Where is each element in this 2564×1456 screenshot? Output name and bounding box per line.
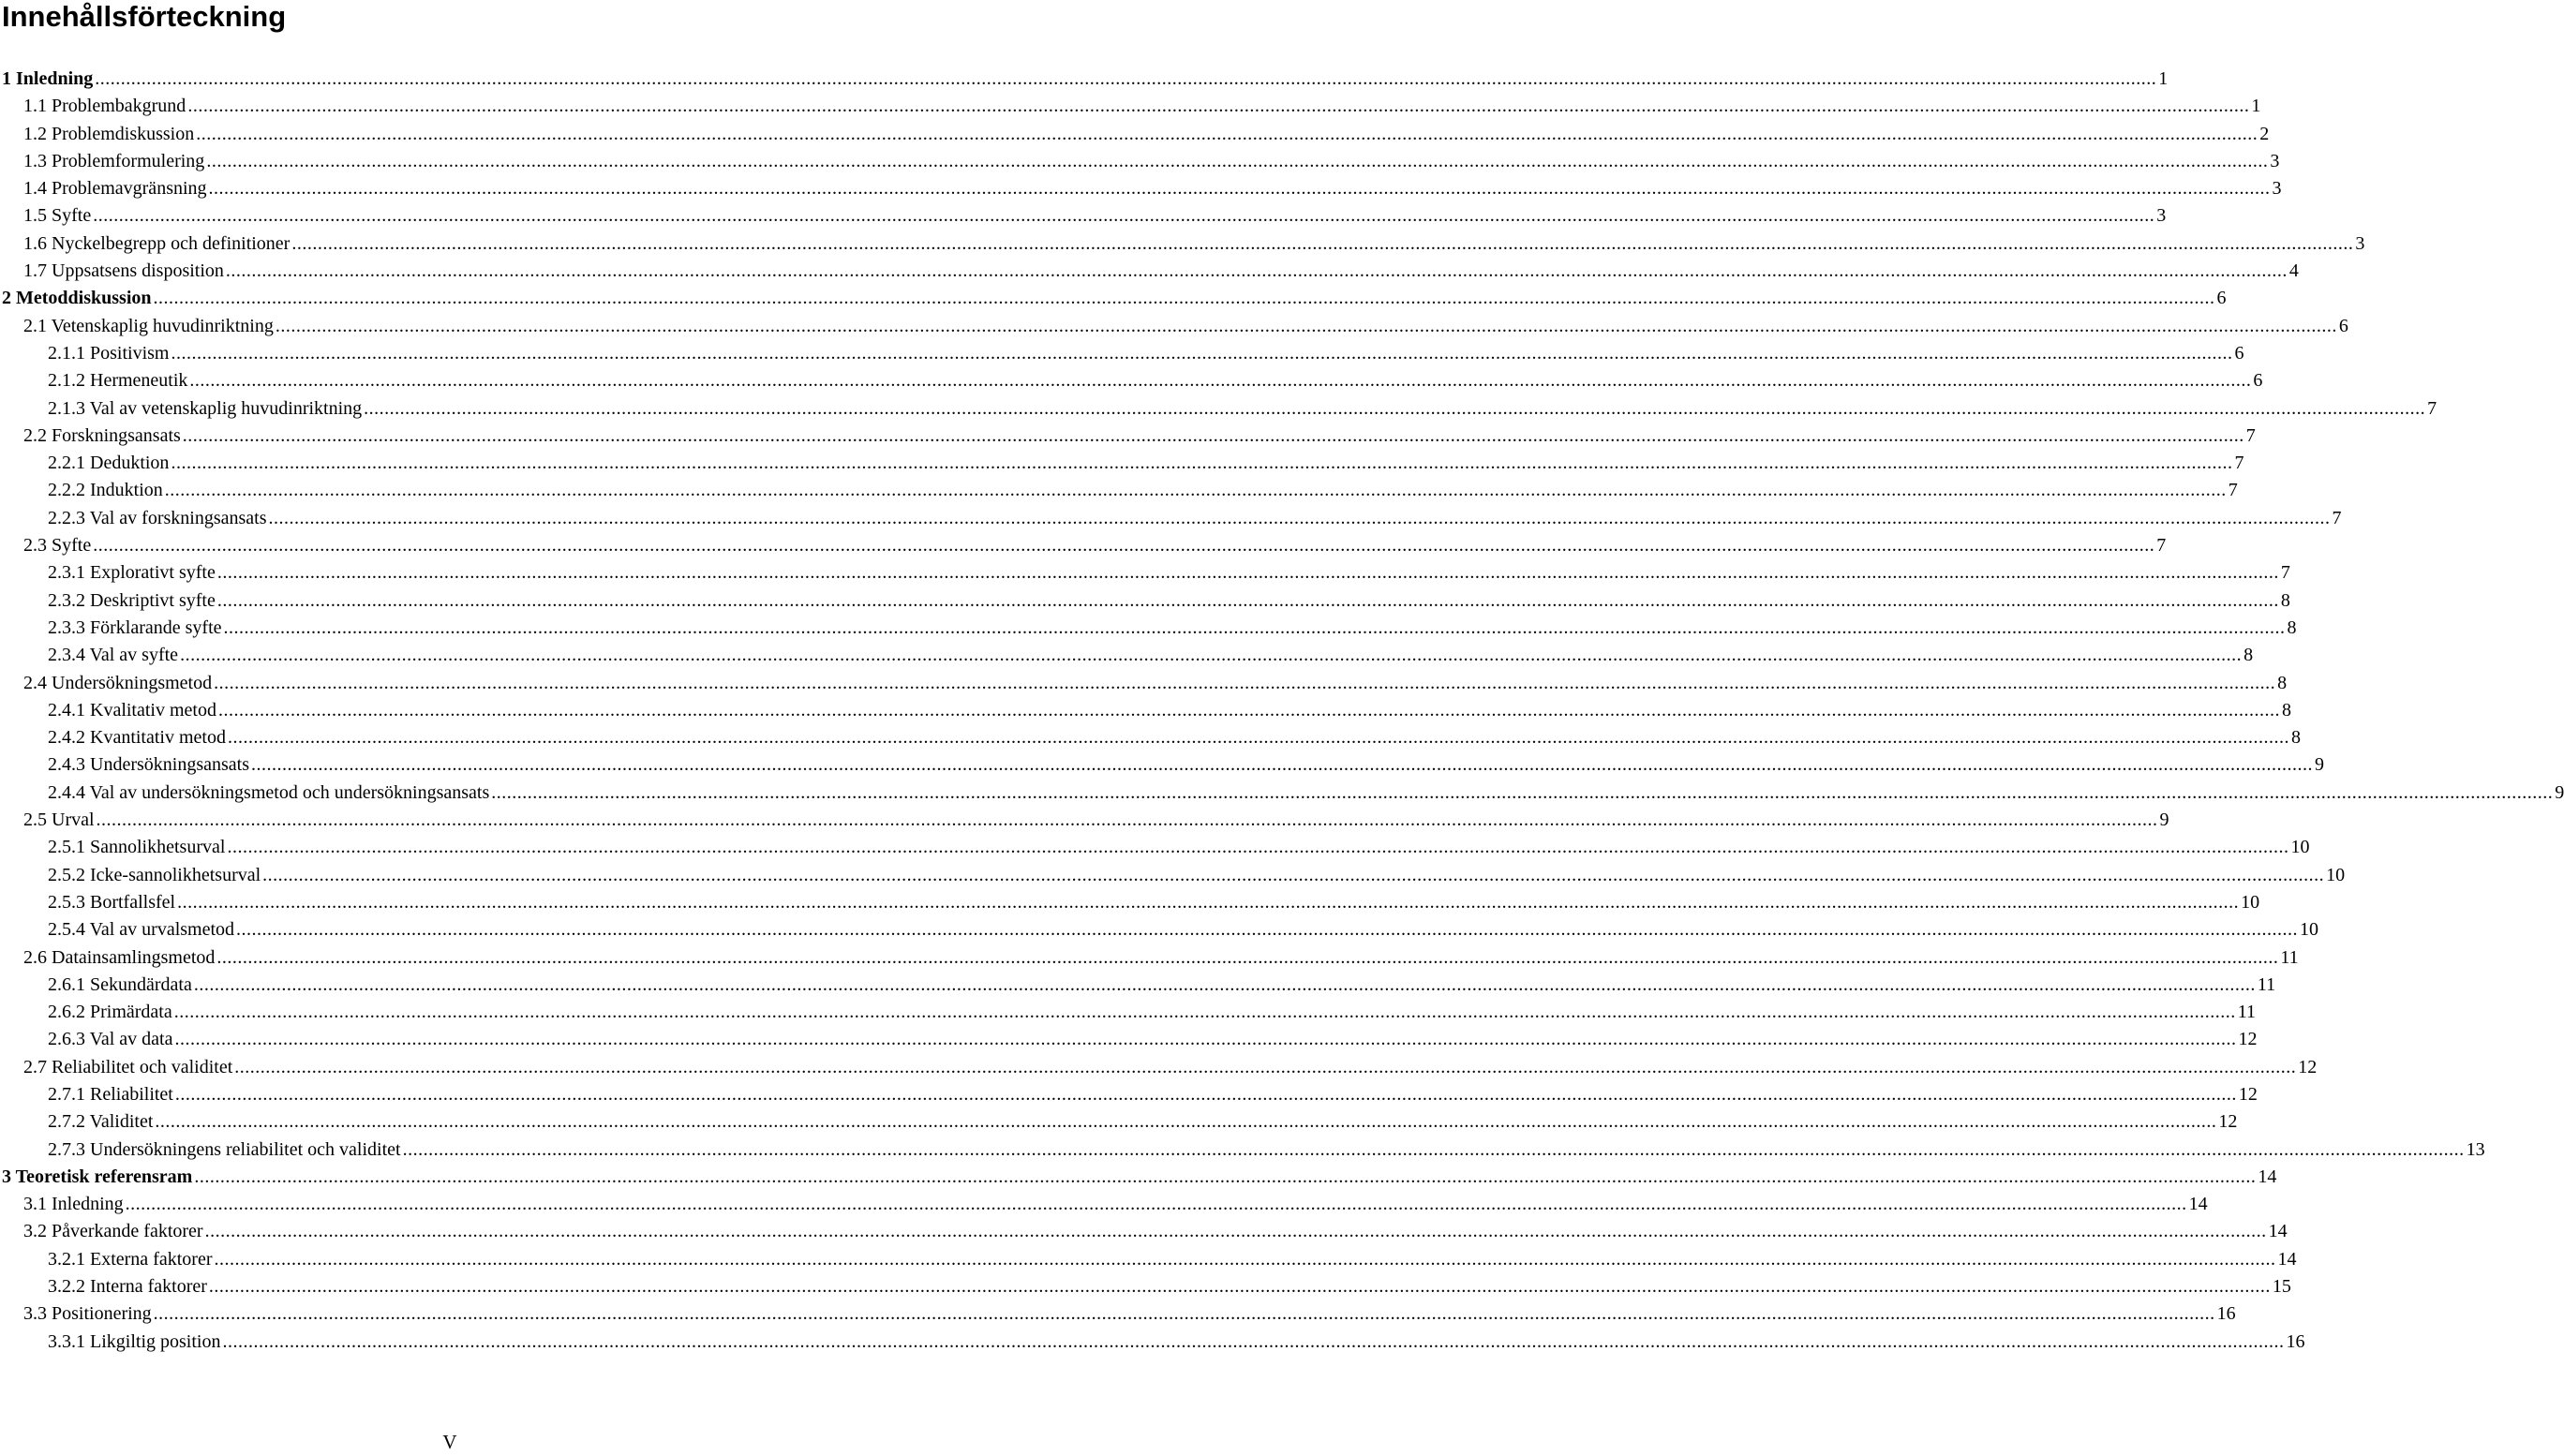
- toc-entry-page: 11: [2257, 973, 2276, 995]
- toc-entry-label: 2.3 Syfte: [23, 535, 92, 557]
- dot-leader: ................................................................................................................................................................................................................................................................................................................................................................................................................: [174, 1083, 2237, 1105]
- toc-entry[interactable]: [0, 1218, 2288, 1245]
- toc-entry-page: 15: [2272, 1276, 2291, 1298]
- dot-leader: ................................................................................................................................................................................................................................................................................................................................................................................................................: [234, 1056, 2297, 1077]
- toc-entry[interactable]: [0, 1300, 2236, 1328]
- toc-entry[interactable]: [0, 862, 2346, 889]
- toc-entry-page: 6: [2216, 288, 2227, 309]
- dot-leader: ................................................................................................................................................................................................................................................................................................................................................................................................................: [189, 370, 2252, 392]
- dot-leader: ................................................................................................................................................................................................................................................................................................................................................................................................................: [216, 946, 2279, 968]
- toc-entry[interactable]: [0, 1026, 2258, 1053]
- toc-entry[interactable]: [0, 916, 2319, 943]
- toc-entry-page: 14: [2268, 1221, 2288, 1242]
- toc-entry-label: 2.3.2 Deskriptivt syfte: [48, 589, 216, 611]
- toc-entry-label: 2.1 Vetenskaplig huvudinriktning: [23, 315, 274, 336]
- toc-entry[interactable]: [0, 477, 2238, 504]
- toc-entry-page: 14: [2258, 1166, 2277, 1187]
- toc-entry-label: 3 Teoretisk referensram: [2, 1166, 193, 1187]
- dot-leader: ................................................................................................................................................................................................................................................................................................................................................................................................................: [193, 973, 2256, 995]
- dot-leader: ................................................................................................................................................................................................................................................................................................................................................................................................................: [402, 1138, 2465, 1160]
- toc-entry[interactable]: [0, 780, 2564, 807]
- toc-entry[interactable]: [0, 1329, 2305, 1356]
- toc-entry-page: 4: [2288, 260, 2299, 282]
- toc-entry-label: 1.4 Problemavgränsning: [23, 178, 207, 200]
- toc-entry[interactable]: [0, 751, 2324, 779]
- toc-entry-page: 10: [2241, 891, 2260, 913]
- toc-entry-page: 9: [2555, 781, 2564, 803]
- toc-entry[interactable]: [0, 285, 2227, 312]
- toc-entry-label: 3.2 Påverkande faktorer: [23, 1221, 203, 1242]
- dot-leader: ................................................................................................................................................................................................................................................................................................................................................................................................................: [93, 205, 2155, 227]
- toc-entry-page: 2: [2259, 123, 2270, 144]
- dot-leader: ................................................................................................................................................................................................................................................................................................................................................................................................................: [96, 810, 2158, 831]
- dot-leader: ................................................................................................................................................................................................................................................................................................................................................................................................................: [174, 1029, 2237, 1050]
- dot-leader: ................................................................................................................................................................................................................................................................................................................................................................................................................: [275, 315, 2337, 336]
- toc-entry-label: 2.1.1 Positivism: [48, 342, 170, 364]
- dot-leader: ................................................................................................................................................................................................................................................................................................................................................................................................................: [216, 562, 2279, 584]
- dot-leader: ................................................................................................................................................................................................................................................................................................................................................................................................................: [491, 781, 2554, 803]
- toc-entry[interactable]: [0, 1081, 2258, 1108]
- toc-entry[interactable]: [0, 944, 2299, 972]
- toc-entry-label: 2.7.3 Undersökningens reliabilitet och validitet: [48, 1138, 401, 1160]
- toc-entry[interactable]: [0, 66, 2169, 93]
- toc-entry[interactable]: [0, 202, 2167, 230]
- toc-entry[interactable]: [0, 999, 2257, 1026]
- toc-entry-page: 12: [2238, 1029, 2258, 1050]
- toc-entry-page: 6: [2234, 342, 2244, 364]
- toc-entry-label: 1.7 Uppsatsens disposition: [23, 260, 224, 282]
- toc-entry-page: 13: [2466, 1138, 2485, 1160]
- dot-leader: ................................................................................................................................................................................................................................................................................................................................................................................................................: [95, 68, 2157, 89]
- toc-entry-label: 2.7 Reliabilitet och validitet: [23, 1056, 233, 1077]
- dot-leader: ................................................................................................................................................................................................................................................................................................................................................................................................................: [171, 453, 2233, 474]
- dot-leader: ................................................................................................................................................................................................................................................................................................................................................................................................................: [208, 1276, 2271, 1298]
- toc-entry-page: 8: [2280, 589, 2290, 611]
- toc-entry[interactable]: [0, 1246, 2297, 1273]
- toc-entry-page: 8: [2287, 617, 2297, 638]
- toc-entry-label: 2.5.1 Sannolikhetsurval: [48, 837, 226, 858]
- toc-entry-page: 6: [2338, 315, 2348, 336]
- toc-entry-page: 12: [2298, 1056, 2318, 1077]
- dot-leader: ................................................................................................................................................................................................................................................................................................................................................................................................................: [223, 617, 2286, 638]
- toc-entry-label: 2.5.3 Bortfallsfel: [48, 891, 176, 913]
- toc-entry-label: 2.4.1 Kvalitativ metod: [48, 699, 216, 721]
- dot-leader: ................................................................................................................................................................................................................................................................................................................................................................................................................: [196, 123, 2258, 144]
- toc-entry-label: 2.2.2 Induktion: [48, 480, 163, 501]
- toc-entry-label: 3.2.1 Externa faktorer: [48, 1248, 213, 1270]
- toc-entry-label: 1.1 Problembakgrund: [23, 96, 186, 117]
- toc-entry-label: 2.5 Urval: [23, 810, 95, 831]
- toc-entry[interactable]: [0, 972, 2276, 999]
- toc-entry-label: 2.4 Undersökningsmetod: [23, 672, 213, 693]
- toc-entry-label: 1.3 Problemformulering: [23, 150, 205, 171]
- toc-entry[interactable]: [0, 121, 2270, 148]
- toc-entry-label: 2.1.3 Val av vetenskaplig huvudinriktning: [48, 397, 363, 419]
- dot-leader: ................................................................................................................................................................................................................................................................................................................................................................................................................: [155, 1111, 2217, 1133]
- toc-entry-page: 10: [2300, 919, 2319, 941]
- dot-leader: ................................................................................................................................................................................................................................................................................................................................................................................................................: [225, 260, 2288, 282]
- toc-entry-page: 7: [2280, 562, 2290, 584]
- toc-entry-label: 2.2.1 Deduktion: [48, 453, 170, 474]
- dot-leader: ................................................................................................................................................................................................................................................................................................................................................................................................................: [173, 1002, 2236, 1023]
- toc-entry[interactable]: [0, 889, 2260, 916]
- toc-entry-page: 11: [2237, 1002, 2257, 1023]
- toc-entry[interactable]: [0, 642, 2254, 669]
- page-number: V: [442, 1431, 457, 1453]
- dot-leader: ................................................................................................................................................................................................................................................................................................................................................................................................................: [262, 864, 2325, 885]
- dot-leader: ................................................................................................................................................................................................................................................................................................................................................................................................................: [214, 672, 2276, 693]
- toc-entry-page: 8: [2277, 672, 2288, 693]
- toc-entry-page: 3: [2156, 205, 2167, 227]
- toc-entry-label: 2.2.3 Val av forskningsansats: [48, 507, 267, 528]
- toc-entry-page: 3: [2272, 178, 2282, 200]
- dot-leader: ................................................................................................................................................................................................................................................................................................................................................................................................................: [93, 535, 2155, 557]
- toc-entry-label: 2 Metoddiskussion: [2, 288, 152, 309]
- toc-entry-page: 12: [2218, 1111, 2238, 1133]
- toc-entry[interactable]: [0, 395, 2437, 423]
- toc-entry-label: 2.3.1 Explorativt syfte: [48, 562, 216, 584]
- toc-entry[interactable]: [0, 230, 2365, 258]
- toc-entry-page: 16: [2286, 1330, 2305, 1352]
- toc-entry-label: 2.7.1 Reliabilitet: [48, 1083, 173, 1105]
- toc-entry-page: 14: [2277, 1248, 2297, 1270]
- dot-leader: ................................................................................................................................................................................................................................................................................................................................................................................................................: [153, 288, 2215, 309]
- dot-leader: ................................................................................................................................................................................................................................................................................................................................................................................................................: [364, 397, 2426, 419]
- toc-entry-label: 2.5.4 Val av urvalsmetod: [48, 919, 235, 941]
- dot-leader: ................................................................................................................................................................................................................................................................................................................................................................................................................: [222, 1330, 2285, 1352]
- toc-entry-label: 3.2.2 Interna faktorer: [48, 1276, 207, 1298]
- toc-entry[interactable]: [0, 834, 2310, 861]
- toc-entry-label: 1.5 Syfte: [23, 205, 92, 227]
- toc-entry-label: 2.4.2 Kvantitativ metod: [48, 727, 226, 749]
- toc-entry[interactable]: [0, 175, 2282, 202]
- toc-entry-label: 2.4.3 Undersökningsansats: [48, 754, 249, 776]
- toc-entry[interactable]: [0, 423, 2256, 450]
- toc-entry-label: 1.2 Problemdiskussion: [23, 123, 195, 144]
- dot-leader: ................................................................................................................................................................................................................................................................................................................................................................................................................: [214, 1248, 2276, 1270]
- dot-leader: ................................................................................................................................................................................................................................................................................................................................................................................................................: [227, 727, 2289, 749]
- dot-leader: ................................................................................................................................................................................................................................................................................................................................................................................................................: [182, 424, 2244, 446]
- toc-entry-page: 7: [2427, 397, 2437, 419]
- dot-leader: ................................................................................................................................................................................................................................................................................................................................................................................................................: [216, 589, 2279, 611]
- page-title: Innehållsförteckning: [2, 0, 287, 33]
- toc-entry-page: 3: [2355, 232, 2365, 254]
- toc-entry-page: 1: [2158, 68, 2169, 89]
- dot-leader: ................................................................................................................................................................................................................................................................................................................................................................................................................: [291, 232, 2354, 254]
- dot-leader: ................................................................................................................................................................................................................................................................................................................................................................................................................: [236, 919, 2299, 941]
- toc-entry-page: 9: [2314, 754, 2324, 776]
- dot-leader: ................................................................................................................................................................................................................................................................................................................................................................................................................: [194, 1166, 2257, 1187]
- dot-leader: ................................................................................................................................................................................................................................................................................................................................................................................................................: [125, 1194, 2187, 1215]
- toc-entry-page: 7: [2245, 424, 2256, 446]
- toc-entry-page: 9: [2159, 810, 2169, 831]
- toc-entry[interactable]: [0, 532, 2167, 559]
- toc-entry[interactable]: [0, 505, 2342, 532]
- toc-entry[interactable]: [0, 724, 2301, 751]
- toc-entry[interactable]: [0, 587, 2290, 615]
- toc-entry-page: 1: [2251, 96, 2261, 117]
- toc-entry-page: 10: [2290, 837, 2310, 858]
- toc-entry[interactable]: [0, 450, 2244, 477]
- toc-entry[interactable]: [0, 1164, 2277, 1191]
- toc-entry-label: 2.3.3 Förklarande syfte: [48, 617, 222, 638]
- toc-entry-label: 2.1.2 Hermeneutik: [48, 370, 188, 392]
- toc-entry-page: 8: [2244, 645, 2254, 666]
- dot-leader: ................................................................................................................................................................................................................................................................................................................................................................................................................: [208, 178, 2271, 200]
- toc-entry-page: 7: [2156, 535, 2167, 557]
- toc-entry[interactable]: [0, 93, 2261, 120]
- toc-entry[interactable]: [0, 670, 2288, 697]
- dot-leader: ................................................................................................................................................................................................................................................................................................................................................................................................................: [206, 150, 2269, 171]
- toc-entry-page: 3: [2270, 150, 2280, 171]
- toc-entry[interactable]: [0, 559, 2290, 587]
- toc-entry-label: 2.6 Datainsamlingsmetod: [23, 946, 216, 968]
- toc-entry-page: 7: [2234, 453, 2244, 474]
- toc-entry-page: 14: [2188, 1194, 2208, 1215]
- dot-leader: ................................................................................................................................................................................................................................................................................................................................................................................................................: [204, 1221, 2267, 1242]
- toc-entry[interactable]: [0, 1191, 2208, 1218]
- toc-entry-page: 10: [2326, 864, 2346, 885]
- table-of-contents: [0, 66, 2564, 1356]
- toc-entry[interactable]: [0, 340, 2244, 367]
- toc-entry[interactable]: [0, 313, 2348, 340]
- toc-entry-label: 2.7.2 Validitet: [48, 1111, 154, 1133]
- toc-entry[interactable]: [0, 697, 2291, 724]
- toc-entry-page: 8: [2290, 727, 2301, 749]
- toc-entry-label: 3.3 Positionering: [23, 1303, 152, 1325]
- toc-entry-page: 7: [2332, 507, 2342, 528]
- toc-entry-label: 3.3.1 Likgiltig position: [48, 1330, 221, 1352]
- dot-leader: ................................................................................................................................................................................................................................................................................................................................................................................................................: [153, 1303, 2215, 1325]
- toc-entry-label: 2.3.4 Val av syfte: [48, 645, 179, 666]
- toc-entry-label: 2.2 Forskningsansats: [23, 424, 181, 446]
- toc-entry-page: 7: [2228, 480, 2238, 501]
- toc-entry[interactable]: [0, 615, 2297, 642]
- dot-leader: ................................................................................................................................................................................................................................................................................................................................................................................................................: [187, 96, 2250, 117]
- dot-leader: ................................................................................................................................................................................................................................................................................................................................................................................................................: [171, 342, 2233, 364]
- toc-entry-label: 1 Inledning: [2, 68, 94, 89]
- toc-entry[interactable]: [0, 1054, 2318, 1081]
- toc-entry-label: 2.6.3 Val av data: [48, 1029, 173, 1050]
- toc-entry[interactable]: [0, 1137, 2485, 1164]
- dot-leader: ................................................................................................................................................................................................................................................................................................................................................................................................................: [180, 645, 2243, 666]
- toc-entry-page: 6: [2253, 370, 2263, 392]
- toc-entry[interactable]: [0, 807, 2169, 834]
- dot-leader: ................................................................................................................................................................................................................................................................................................................................................................................................................: [177, 891, 2240, 913]
- toc-entry-label: 2.6.2 Primärdata: [48, 1002, 172, 1023]
- toc-entry-label: 2.4.4 Val av undersökningsmetod och undersökningsansats: [48, 781, 490, 803]
- toc-entry[interactable]: [0, 258, 2299, 285]
- toc-entry-label: 1.6 Nyckelbegrepp och definitioner: [23, 232, 291, 254]
- toc-entry-page: 16: [2216, 1303, 2236, 1325]
- toc-entry[interactable]: [0, 367, 2263, 394]
- dot-leader: ................................................................................................................................................................................................................................................................................................................................................................................................................: [164, 480, 2227, 501]
- toc-entry-label: 3.1 Inledning: [23, 1194, 124, 1215]
- toc-entry-page: 12: [2238, 1083, 2258, 1105]
- toc-entry[interactable]: [0, 1108, 2238, 1136]
- dot-leader: ................................................................................................................................................................................................................................................................................................................................................................................................................: [217, 699, 2280, 721]
- toc-entry-label: 2.5.2 Icke-sannolikhetsurval: [48, 864, 261, 885]
- dot-leader: ................................................................................................................................................................................................................................................................................................................................................................................................................: [227, 837, 2289, 858]
- toc-entry[interactable]: [0, 148, 2280, 175]
- toc-entry-page: 11: [2280, 946, 2299, 968]
- dot-leader: ................................................................................................................................................................................................................................................................................................................................................................................................................: [268, 507, 2331, 528]
- toc-entry-page: 8: [2281, 699, 2291, 721]
- dot-leader: ................................................................................................................................................................................................................................................................................................................................................................................................................: [250, 754, 2313, 776]
- toc-entry-label: 2.6.1 Sekundärdata: [48, 973, 192, 995]
- toc-entry[interactable]: [0, 1273, 2291, 1300]
